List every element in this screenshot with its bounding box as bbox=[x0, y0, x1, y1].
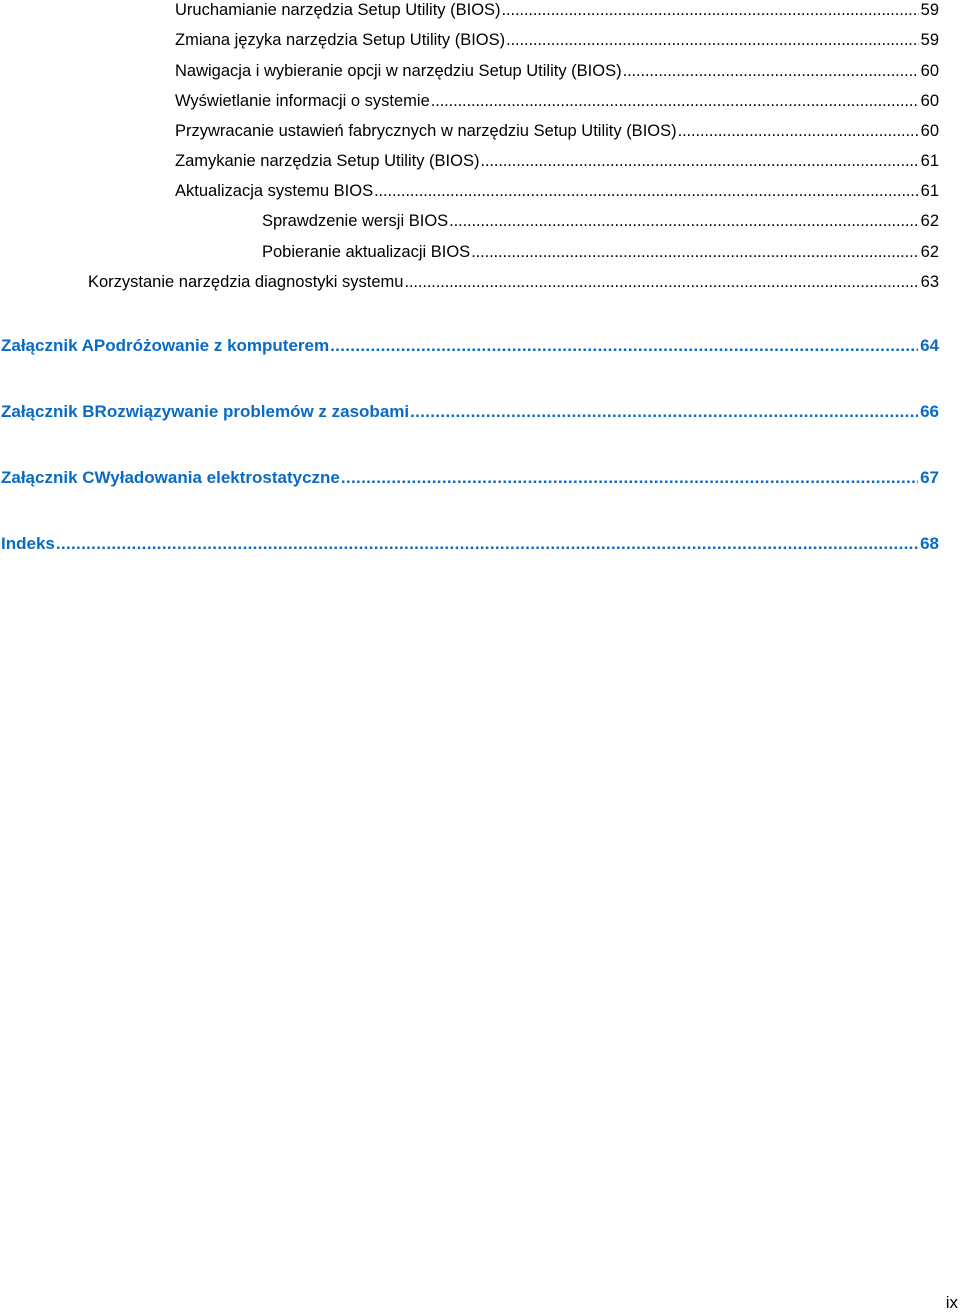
toc-entry[interactable] bbox=[262, 242, 939, 262]
dot-leader bbox=[502, 0, 919, 20]
toc-entry[interactable] bbox=[175, 121, 939, 141]
page-number: ix bbox=[945, 1293, 958, 1312]
dot-leader bbox=[330, 336, 918, 356]
dot-leader bbox=[623, 61, 919, 81]
toc-entry-title: Wyświetlanie informacji o systemie bbox=[175, 92, 430, 110]
toc-entry-title: Uruchamianie narzędzia Setup Utility (BIOS) bbox=[175, 1, 501, 19]
toc-entry[interactable] bbox=[175, 181, 939, 201]
dot-leader bbox=[56, 534, 918, 554]
toc-entry-page: 60 bbox=[920, 62, 939, 80]
toc-entry-title: Aktualizacja systemu BIOS bbox=[175, 182, 374, 200]
dot-leader bbox=[431, 91, 919, 111]
toc-entry-page: 60 bbox=[920, 122, 939, 140]
appendix-page: 67 bbox=[920, 468, 939, 487]
toc-entry-page: 59 bbox=[920, 31, 939, 49]
toc-entry[interactable] bbox=[262, 211, 939, 231]
toc-entry-title: Nawigacja i wybieranie opcji w narzędziu Setup Utility (BIOS) bbox=[175, 62, 622, 80]
toc-entry[interactable] bbox=[175, 0, 939, 20]
toc-entry-title: Sprawdzenie wersji BIOS bbox=[262, 212, 449, 230]
appendix-title: Rozwiązywanie problemów z zasobami bbox=[94, 402, 410, 421]
toc-appendix-c[interactable] bbox=[1, 468, 939, 488]
dot-leader bbox=[404, 272, 918, 292]
appendix-title: Wyładowania elektrostatyczne bbox=[94, 468, 340, 487]
toc-entry-page: 61 bbox=[920, 152, 939, 170]
dot-leader bbox=[374, 181, 919, 201]
toc-entry-title: Korzystanie narzędzia diagnostyki systemu bbox=[88, 273, 404, 291]
dot-leader bbox=[341, 468, 918, 488]
appendix-label: Załącznik A bbox=[1, 336, 94, 355]
dot-leader bbox=[506, 30, 919, 50]
toc-entry[interactable] bbox=[175, 91, 939, 111]
toc-entry-page: 62 bbox=[920, 212, 939, 230]
toc-entry-title: Zamykanie narzędzia Setup Utility (BIOS) bbox=[175, 152, 480, 170]
toc-entry-title: Zmiana języka narzędzia Setup Utility (BIOS) bbox=[175, 31, 506, 49]
toc-appendix-b[interactable] bbox=[1, 402, 939, 422]
toc-entry[interactable] bbox=[175, 30, 939, 50]
toc-entry-page: 61 bbox=[920, 182, 939, 200]
appendix-title: Podróżowanie z komputerem bbox=[93, 336, 330, 355]
toc-index[interactable] bbox=[1, 534, 939, 554]
index-page: 68 bbox=[920, 534, 939, 553]
appendix-page: 64 bbox=[920, 336, 939, 355]
toc-entry-page: 59 bbox=[920, 1, 939, 19]
toc-appendix-a[interactable] bbox=[1, 336, 939, 356]
dot-leader bbox=[410, 402, 918, 422]
index-title: Indeks bbox=[1, 534, 55, 553]
appendix-page: 66 bbox=[920, 402, 939, 421]
toc-entry[interactable] bbox=[175, 61, 939, 81]
toc-entry-page: 63 bbox=[920, 273, 939, 291]
toc-entry-page: 62 bbox=[920, 243, 939, 261]
toc-entry[interactable] bbox=[175, 151, 939, 171]
toc-entry-page: 60 bbox=[920, 92, 939, 110]
appendix-label: Załącznik C bbox=[1, 468, 95, 487]
toc-entry-title: Przywracanie ustawień fabrycznych w narzędziu Setup Utility (BIOS) bbox=[175, 122, 677, 140]
dot-leader bbox=[480, 151, 918, 171]
toc-entry[interactable] bbox=[88, 272, 939, 292]
dot-leader bbox=[449, 211, 918, 231]
toc-entry-title: Pobieranie aktualizacji BIOS bbox=[262, 243, 471, 261]
dot-leader bbox=[678, 121, 919, 141]
dot-leader bbox=[471, 242, 918, 262]
appendix-label: Załącznik B bbox=[1, 402, 95, 421]
